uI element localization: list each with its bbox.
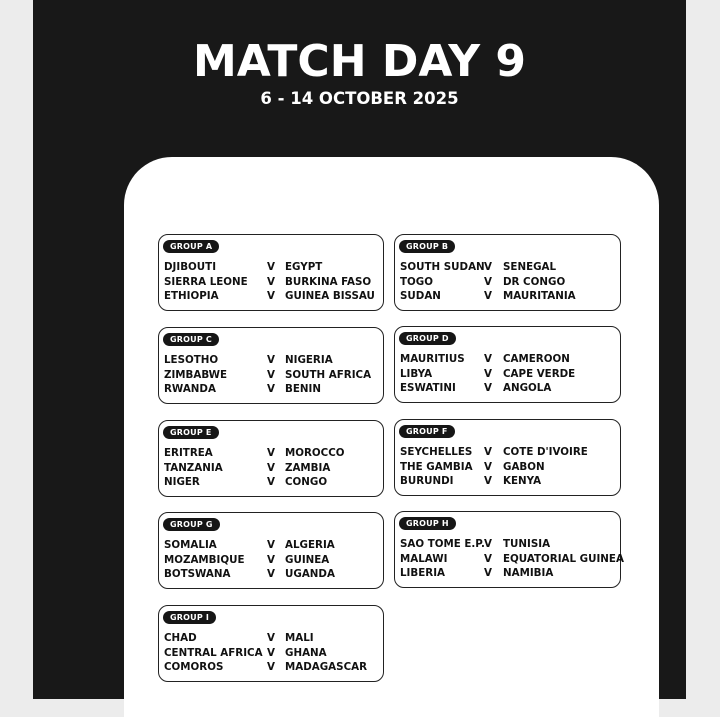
versus: V bbox=[267, 539, 275, 551]
group-c-box bbox=[158, 327, 384, 404]
group-f-box bbox=[394, 419, 621, 496]
away-team: COTE D'IVOIRE bbox=[503, 446, 588, 458]
group-b-box bbox=[394, 234, 621, 311]
home-team: SEYCHELLES bbox=[400, 446, 473, 458]
away-team: MADAGASCAR bbox=[285, 661, 368, 673]
group-label: GROUP F bbox=[399, 425, 455, 438]
away-team: MAURITANIA bbox=[503, 290, 576, 302]
home-team: ESWATINI bbox=[400, 382, 456, 394]
away-team: SENEGAL bbox=[503, 261, 557, 273]
home-team: SOUTH SUDAN bbox=[400, 261, 485, 273]
away-team: DR CONGO bbox=[503, 276, 566, 288]
away-team: GUINEA bbox=[285, 554, 330, 566]
versus: V bbox=[484, 446, 492, 458]
home-team: MOZAMBIQUE bbox=[164, 554, 245, 566]
versus: V bbox=[267, 447, 275, 459]
home-team: COMOROS bbox=[164, 661, 224, 673]
away-team: CAPE VERDE bbox=[503, 368, 576, 380]
away-team: GHANA bbox=[285, 647, 327, 659]
group-a-box bbox=[158, 234, 384, 311]
home-team: LESOTHO bbox=[164, 354, 219, 366]
home-team: ZIMBABWE bbox=[164, 369, 228, 381]
away-team: ANGOLA bbox=[503, 382, 552, 394]
home-team: MALAWI bbox=[400, 553, 448, 565]
home-team: TANZANIA bbox=[164, 462, 223, 474]
versus: V bbox=[267, 647, 275, 659]
versus: V bbox=[484, 353, 492, 365]
versus: V bbox=[484, 461, 492, 473]
home-team: SAO TOME E.P. bbox=[400, 538, 485, 550]
versus: V bbox=[267, 661, 275, 673]
versus: V bbox=[267, 632, 275, 644]
versus: V bbox=[267, 462, 275, 474]
versus: V bbox=[484, 290, 492, 302]
versus: V bbox=[267, 568, 275, 580]
versus: V bbox=[484, 261, 492, 273]
away-team: NAMIBIA bbox=[503, 567, 554, 579]
group-label: GROUP G bbox=[163, 518, 220, 531]
group-e-box bbox=[158, 420, 384, 497]
group-label: GROUP B bbox=[399, 240, 455, 253]
away-team: MOROCCO bbox=[285, 447, 345, 459]
home-team: LIBERIA bbox=[400, 567, 446, 579]
group-g-box bbox=[158, 512, 384, 589]
group-h-box bbox=[394, 511, 624, 588]
group-label: GROUP C bbox=[163, 333, 219, 346]
home-team: DJIBOUTI bbox=[164, 261, 217, 273]
home-team: THE GAMBIA bbox=[400, 461, 473, 473]
away-team: EGYPT bbox=[285, 261, 323, 273]
home-team: MAURITIUS bbox=[400, 353, 465, 365]
versus: V bbox=[267, 276, 275, 288]
group-label: GROUP E bbox=[163, 426, 219, 439]
away-team: BENIN bbox=[285, 383, 321, 395]
away-team: EQUATORIAL GUINEA bbox=[503, 553, 624, 565]
versus: V bbox=[484, 382, 492, 394]
group-label: GROUP H bbox=[399, 517, 456, 530]
away-team: KENYA bbox=[503, 475, 542, 487]
versus: V bbox=[267, 261, 275, 273]
group-label: GROUP I bbox=[163, 611, 216, 624]
away-team: BURKINA FASO bbox=[285, 276, 372, 288]
away-team: ALGERIA bbox=[285, 539, 335, 551]
away-team: NIGERIA bbox=[285, 354, 333, 366]
group-d-box bbox=[394, 326, 621, 403]
date-range: 6 - 14 OCTOBER 2025 bbox=[260, 89, 459, 108]
home-team: BURUNDI bbox=[400, 475, 454, 487]
away-team: GUINEA BISSAU bbox=[285, 290, 375, 302]
home-team: TOGO bbox=[400, 276, 433, 288]
away-team: UGANDA bbox=[285, 568, 335, 580]
versus: V bbox=[484, 475, 492, 487]
versus: V bbox=[484, 553, 492, 565]
home-team: ETHIOPIA bbox=[164, 290, 219, 302]
group-label: GROUP D bbox=[399, 332, 456, 345]
page-title: MATCH DAY 9 bbox=[192, 36, 527, 87]
versus: V bbox=[484, 538, 492, 550]
group-label: GROUP A bbox=[163, 240, 219, 253]
home-team: SIERRA LEONE bbox=[164, 276, 248, 288]
away-team: CAMEROON bbox=[503, 353, 570, 365]
versus: V bbox=[267, 290, 275, 302]
away-team: MALI bbox=[285, 632, 314, 644]
away-team: TUNISIA bbox=[503, 538, 551, 550]
home-team: CHAD bbox=[164, 632, 197, 644]
versus: V bbox=[267, 354, 275, 366]
versus: V bbox=[484, 567, 492, 579]
away-team: ZAMBIA bbox=[285, 462, 331, 474]
home-team: CENTRAL AFRICA bbox=[164, 647, 263, 659]
versus: V bbox=[267, 369, 275, 381]
versus: V bbox=[484, 368, 492, 380]
versus: V bbox=[484, 276, 492, 288]
home-team: RWANDA bbox=[164, 383, 216, 395]
home-team: NIGER bbox=[164, 476, 200, 488]
home-team: SOMALIA bbox=[164, 539, 217, 551]
fixtures-card bbox=[124, 157, 659, 717]
poster bbox=[33, 0, 686, 699]
away-team: SOUTH AFRICA bbox=[285, 369, 372, 381]
versus: V bbox=[267, 476, 275, 488]
home-team: SUDAN bbox=[400, 290, 441, 302]
home-team: BOTSWANA bbox=[164, 568, 231, 580]
versus: V bbox=[267, 554, 275, 566]
away-team: CONGO bbox=[285, 476, 328, 488]
versus: V bbox=[267, 383, 275, 395]
group-i-box bbox=[158, 605, 384, 682]
home-team: LIBYA bbox=[400, 368, 433, 380]
home-team: ERITREA bbox=[164, 447, 213, 459]
away-team: GABON bbox=[503, 461, 545, 473]
